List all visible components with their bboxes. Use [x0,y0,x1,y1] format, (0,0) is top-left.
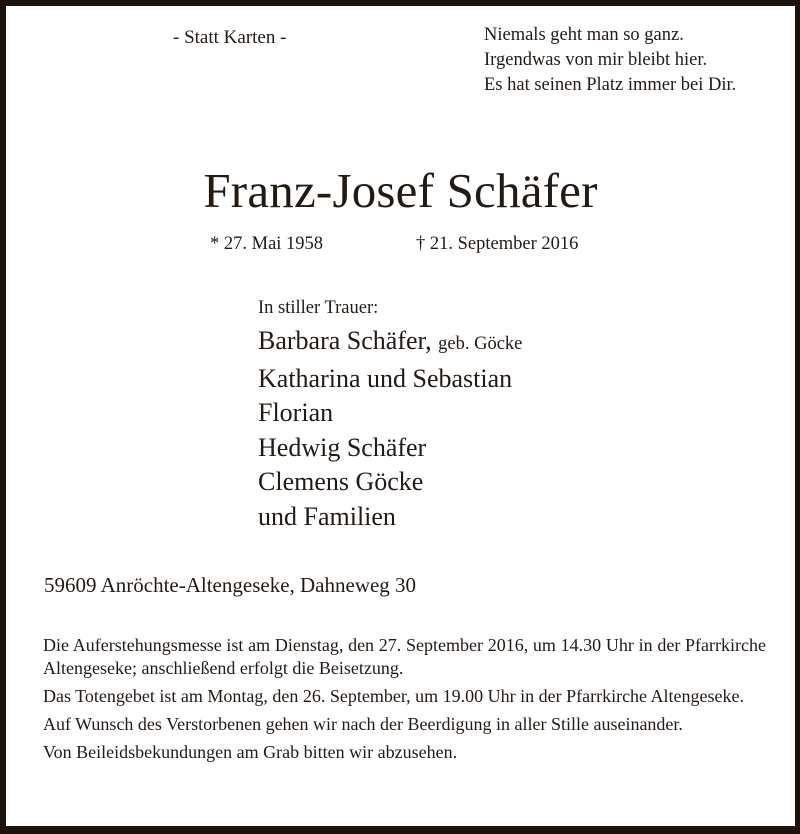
note-paragraph: Das Totengebet ist am Montag, den 26. September, um 19.00 Uhr in der Pfarrkirche Altengeseke. [43,686,745,706]
poem-line: Niemals geht man so ganz. [484,25,684,45]
obituary-notice [6,6,795,826]
notes [43,634,766,769]
death-date: † 21. September 2016 [416,234,579,254]
note-paragraph: Von Beileidsbekundungen am Grab bitten wir abzusehen. [43,742,458,762]
mourner: Hedwig Schäfer [258,432,427,462]
poem-line: Es hat seinen Platz immer bei Dir. [484,75,737,95]
maiden-name-note: geb. Göcke [438,334,523,354]
birth-date: * 27. Mai 1958 [210,234,324,254]
mourner-name: Barbara Schäfer, [258,326,432,355]
mourner [258,324,522,362]
statt-karten-label: - Statt Karten - [173,27,287,48]
mourning-label: In stiller Trauer: [258,298,379,318]
mourner: Florian [258,398,334,427]
poem [484,23,736,98]
mourner: Clemens Göcke [258,467,424,496]
note-paragraph: Die Auferstehungsmesse ist am Dienstag, den 27. September 2016, um 14.30 Uhr in der Pfarrkirche Altengeseke; anschließend erfolgt die Beisetzung. [43,635,766,678]
address: 59609 Anröchte-Altengeseke, Dahneweg 30 [44,573,417,597]
deceased-name: Franz-Josef Schäfer [203,163,598,218]
note-paragraph: Auf Wunsch des Verstorbenen gehen wir nach der Beerdigung in aller Stille auseinander. [43,714,683,734]
mourners-list [258,324,522,534]
mourner: Katharina und Sebastian [258,363,513,393]
poem-line: Irgendwas von mir bleibt hier. [484,50,708,70]
mourner: und Familien [258,501,396,531]
